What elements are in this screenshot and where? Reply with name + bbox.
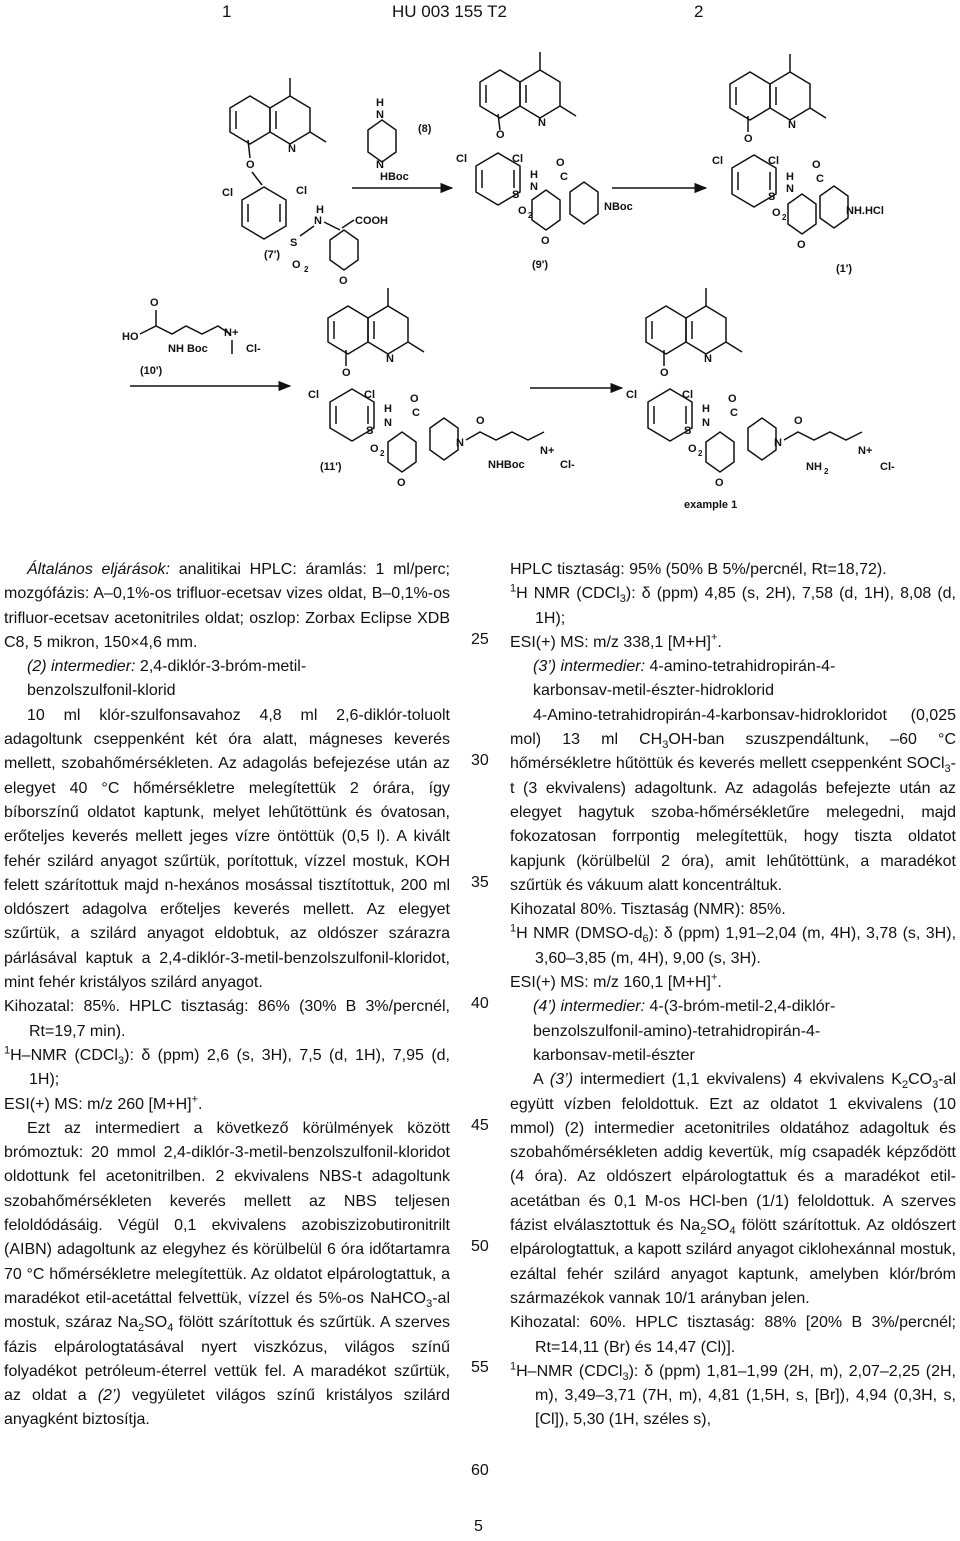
svg-text:Cl: Cl <box>296 185 307 197</box>
svg-text:O: O <box>246 159 255 171</box>
nmr-line-3: $^1$H NMR $(DMSO-d_6)$: δ (ppm) 1,91–2,04 (m, 4H), 3,78 (s, 3H), 3,60–3,85 (m, 4H), 9,00 (s, 3H). <box>510 923 957 967</box>
intermediate-3-heading-cont: karbonsav-metil-észter-hidroklorid <box>533 682 774 700</box>
svg-text:N: N <box>376 109 384 121</box>
label-9: (9') <box>532 259 549 271</box>
nh-hcl-label: NH.HCl <box>846 205 884 217</box>
hplc-purity-line: HPLC tisztaság: 95% (50% B 5%/percnél, Rt=18,72). <box>510 561 887 578</box>
svg-text:O: O <box>476 415 485 427</box>
yield-purity-line: Kihozatal 80%. Tisztaság (NMR): 85%. <box>510 901 786 919</box>
nmr-line: $^1$H–NMR (CDCl$_3$): δ (ppm) 2,6 (s, 3H), 7,5 (d, 1H), 7,95 (d, 1H); <box>4 1044 451 1089</box>
svg-text:2: 2 <box>380 449 385 458</box>
svg-text:H: H <box>376 97 384 109</box>
svg-text:S: S <box>768 191 776 203</box>
svg-text:S: S <box>290 237 298 249</box>
svg-text:H: H <box>316 204 324 216</box>
svg-text:Cl: Cl <box>456 153 467 165</box>
svg-text:C: C <box>412 407 420 419</box>
svg-text:O: O <box>812 159 821 171</box>
svg-text:S: S <box>512 189 520 201</box>
svg-text:Cl: Cl <box>768 155 779 167</box>
compound-1-structure <box>712 54 884 251</box>
line-number-30: 30 <box>471 752 489 769</box>
intermediate-2-heading: (2) intermedier: 2,4-diklór-3-bróm-metil- <box>27 658 307 676</box>
label-8: (8) <box>418 123 432 135</box>
svg-text:C: C <box>816 173 824 185</box>
svg-text:O: O <box>410 393 419 405</box>
svg-text:O: O <box>660 367 669 379</box>
ms-line-3: ESI(+) MS: m/z 160,1 [M+H]+. <box>510 971 722 992</box>
svg-text:Cl: Cl <box>712 155 723 167</box>
label-10: (10') <box>140 365 163 377</box>
svg-text:2: 2 <box>782 213 787 222</box>
label-11: (11') <box>320 461 342 473</box>
intermediate-2-procedure: 10 ml klór-szulfonsavahoz 4,8 ml 2,6-diklór-toluolt adagoltunk cseppenként két óra alatt, mágneses keverés mellett, szobahőmérsékleten. Az adagolás befejezése után az elegyet 40 °C hőmérsékletre melegítettük 2 órára, így bíborszínű oldatot kaptunk, melyet lehűtöttünk és óvatosan, erőteljes keverés mellett jeges vízre öntöttük (0,5 l). A kivált fehér szilárd anyagot szűrtük, porítottuk, vízzel mostuk, KOH felett szárítottuk majd n-hexános mosással tisztítottuk, 200 ml oldószert adagolva erőteljes keverés mellett. Az elegyet szűrtük, a szilárd anyagot eldobtuk, az oldószer szárazra párlásával kaptuk a 2,4-diklór-3-metil-benzolszulfonil-kloridot, mint fehér kristályos szilárd anyagot. <box>4 706 450 992</box>
nhboc-label-1: NH Boc <box>168 343 208 355</box>
svg-text:O: O <box>688 443 697 455</box>
svg-text:N+: N+ <box>858 445 873 457</box>
svg-text:O: O <box>556 157 565 169</box>
chloride-label-2: Cl- <box>560 459 575 471</box>
label-example-1: example 1 <box>684 499 738 511</box>
nboc-label: NBoc <box>604 201 633 213</box>
general-procedures-paragraph: Általános eljárások: analitikai HPLC: áramlás: 1 ml/perc; mozgófázis: A–0,1%-os trifluor-ecetsav vizes oldat, B–0,1%-os trifluor-ecetsav acetonitriles oldat; oszlop: Zorbax Eclipse XDB C8, 5 mikron, 150×4,6 mm. <box>4 561 450 651</box>
ms-line-2: ESI(+) MS: m/z 338,1 [M+H]+. <box>510 631 722 651</box>
right-column <box>510 558 956 1433</box>
svg-text:O: O <box>772 207 781 219</box>
svg-text:N: N <box>384 417 392 429</box>
svg-text:COOH: COOH <box>355 215 388 227</box>
svg-text:Cl: Cl <box>364 389 375 401</box>
svg-text:Cl-: Cl- <box>880 461 895 473</box>
svg-text:H: H <box>786 171 794 183</box>
line-number-25: 25 <box>471 631 489 648</box>
svg-text:O: O <box>150 297 159 309</box>
svg-text:S: S <box>366 425 374 437</box>
svg-text:N: N <box>786 183 794 195</box>
svg-text:O: O <box>518 205 527 217</box>
svg-text:2: 2 <box>304 265 309 274</box>
svg-text:O: O <box>794 415 803 427</box>
svg-text:O: O <box>370 443 379 455</box>
header-left-page-number: 1 <box>222 2 232 21</box>
compound-7-structure <box>222 78 388 287</box>
svg-text:Cl: Cl <box>512 153 523 165</box>
svg-text:C: C <box>560 171 568 183</box>
bromination-paragraph: Ezt az intermediert a következő körülmények között brómoztuk: 20 mmol 2,4-diklór-3-metil-benzolszulfonil-kloridot oldottunk fel acetonitrilben. 2 ekvivalens NBS-t adagoltunk szobahőmérsékleten keverés mellett az NBS teljesen feloldódásáig. Végül 0,1 ekvivalens azobiszizobutironitrilt (AIBN) adagoltunk az elegyhez és körülbelül 6 óra időtartamra 70 °C hőmérsékletre melegítettük. Az oldatot elpárologtattuk, a maradékot etil-acetáttal felvettük, vízzel és 5%-os NaHCO$_3$-al mostuk, száraz $Na_2SO_4$ fölött szárítottuk és szűrtük. A szerves fázis elpárologtatásával nyert viszkózus, világos színű folyadékot petróleum-éterrel vettük fel. A maradékot szűrtük, az oldat a (2’) vegyületet világos színű kristályos szilárd anyagként biztosítja. <box>4 1119 451 1429</box>
line-number-55: 55 <box>471 1359 489 1376</box>
header-right-page-number: 2 <box>694 2 704 21</box>
svg-text:O: O <box>744 133 753 145</box>
intermediate-3-procedure: 4-Amino-tetrahidropirán-4-karbonsav-hidrokloridot (0,025 mol) 13 ml $CH_3OH$-ban szuszpendáltunk, –60 °C hőmérsékletre hűtöttük és keverés mellett cseppenként SOCl$_3$-t (3 ekvivalens) adagoltunk. Az adagolás befejezte után az elegyet hagytuk szoba-hőmérsékletűre melegedni, majd fokozatosan forrpontig melegítettük, hogy tiszta oldatot kapjunk (körülbelül 2 óra), amit lehűtöttünk, a maradékot szűrtük és vákuum alatt koncentráltuk. <box>510 706 957 894</box>
hboc-label: HBoc <box>380 171 409 183</box>
svg-text:O: O <box>292 259 301 271</box>
svg-text:NH: NH <box>806 461 822 473</box>
page-number: 5 <box>474 1518 483 1535</box>
svg-text:2: 2 <box>528 211 533 220</box>
line-number-45: 45 <box>471 1117 489 1134</box>
svg-text:N: N <box>314 215 322 227</box>
svg-text:2: 2 <box>698 449 703 458</box>
label-7: (7') <box>264 249 281 261</box>
svg-text:N+: N+ <box>540 445 555 457</box>
svg-text:Cl: Cl <box>626 389 637 401</box>
line-number-35: 35 <box>471 874 489 891</box>
svg-text:N: N <box>702 417 710 429</box>
reaction-scheme: N O O Cl Cl S O 2 N H COOH (7') H N N HBoc (8) O Cl Cl S O 2 N H C O NBoc (9') O Cl Cl S O 2 N H C O NH.HCl (1') HO O NH Boc N+ Cl- (10') O Cl Cl S O 2 N H C O N O NHBoc N+ Cl- (11') O Cl Cl S O 2 N H C O N O NH 2 N+ Cl- example 1 <box>9 35 895 511</box>
svg-text:S: S <box>684 425 692 437</box>
svg-text:HO: HO <box>122 331 139 343</box>
nmr-line-2: $^1$H NMR (CDCl$_3$): δ (ppm) 4,85 (s, 2H), 7,58 (d, 1H), 8,08 (d, 1H); <box>510 582 956 627</box>
yield-hplc-line: Kihozatal: 60%. HPLC tisztaság: 88% [20% B 3%/percnél; Rt=14,11 (Br) és 14,47 (Cl)]. <box>510 1314 956 1356</box>
svg-text:N: N <box>774 437 782 449</box>
nmr-line-4: $^1$H–NMR (CDCl$_3$): δ (ppm) 1,81–1,99 (2H, m), 2,07–2,25 (2H, m), 3,49–3,71 (7H, m), 4,81 (1,5H, s, [Br]), 4,94 (0,3H, s, [Cl]), 5,30 (1H, széles s), <box>510 1360 956 1429</box>
compound-9-structure <box>456 52 633 247</box>
intermediate-2-heading-cont: benzolszulfonil-klorid <box>27 682 176 700</box>
line-number-60: 60 <box>471 1462 489 1479</box>
svg-text:Cl: Cl <box>222 187 233 199</box>
svg-text:O: O <box>342 367 351 379</box>
compound-8-structure <box>368 97 432 183</box>
chloride-label-1: Cl- <box>246 343 261 355</box>
svg-text:O: O <box>728 393 737 405</box>
left-column <box>4 558 450 1433</box>
svg-text:2: 2 <box>824 467 829 476</box>
intermediate-4-heading-cont: benzolszulfonil-amino)-tetrahidropirán-4- <box>533 1022 821 1040</box>
compound-10-structure <box>122 297 261 355</box>
intermediate-3-heading: (3’) intermedier: 4-amino-tetrahidropirán-4- <box>533 658 836 676</box>
intermediate-4-heading: (4’) intermedier: 4-(3-bróm-metil-2,4-diklór- <box>533 998 836 1016</box>
patent-number: HU 003 155 T2 <box>392 2 507 21</box>
label-1: (1') <box>836 263 853 275</box>
ms-line: ESI(+) MS: m/z 260 [M+H]+. <box>4 1093 203 1113</box>
svg-text:Cl: Cl <box>308 389 319 401</box>
svg-text:C: C <box>730 407 738 419</box>
example-1-structure <box>626 288 895 489</box>
svg-text:O: O <box>496 129 505 141</box>
line-number-50: 50 <box>471 1238 489 1255</box>
svg-text:H: H <box>530 169 538 181</box>
svg-text:N: N <box>530 181 538 193</box>
svg-text:H: H <box>702 403 710 415</box>
svg-text:N+: N+ <box>224 327 239 339</box>
yield-line: Kihozatal: 85%. HPLC tisztaság: 86% (30% B 3%/percnél, Rt=19,7 min). <box>4 998 450 1040</box>
nhboc-label-2: NHBoc <box>488 459 525 471</box>
svg-text:N: N <box>456 437 464 449</box>
svg-text:N: N <box>376 159 384 171</box>
intermediate-4-heading-cont2: karbonsav-metil-észter <box>533 1046 695 1064</box>
svg-text:H: H <box>384 403 392 415</box>
line-number-40: 40 <box>471 995 489 1012</box>
svg-text:Cl: Cl <box>682 389 693 401</box>
intermediate-4-procedure: A (3’) intermediert (1,1 ekvivalens) 4 ekvivalens $K_2CO_3-al$ együtt vízben feloldottuk. Ezt az oldatot 1 ekvivalens (10 mmol) (2) intermedier acetonitriles oldatához adagoltuk és szobahőmérsékleten addig kevertük, míg csapadék képződött (4 óra). Az oldószert elpárologtattuk és a maradékot etil-acetátban és 0,1 M-os HCl-ben (1/1) feloldottuk. A szerves fázist elválasztottuk és $Na_2SO_4$ fölött szárítottuk. Az oldószert elpárologtattuk, a kapott szilárd anyagot ciklohexánnal mostuk, ezáltal fehér szilárd anyagot kaptunk, amelyben klór/bróm származékok vannak 10/1 arányban jelen. <box>510 1071 957 1307</box>
